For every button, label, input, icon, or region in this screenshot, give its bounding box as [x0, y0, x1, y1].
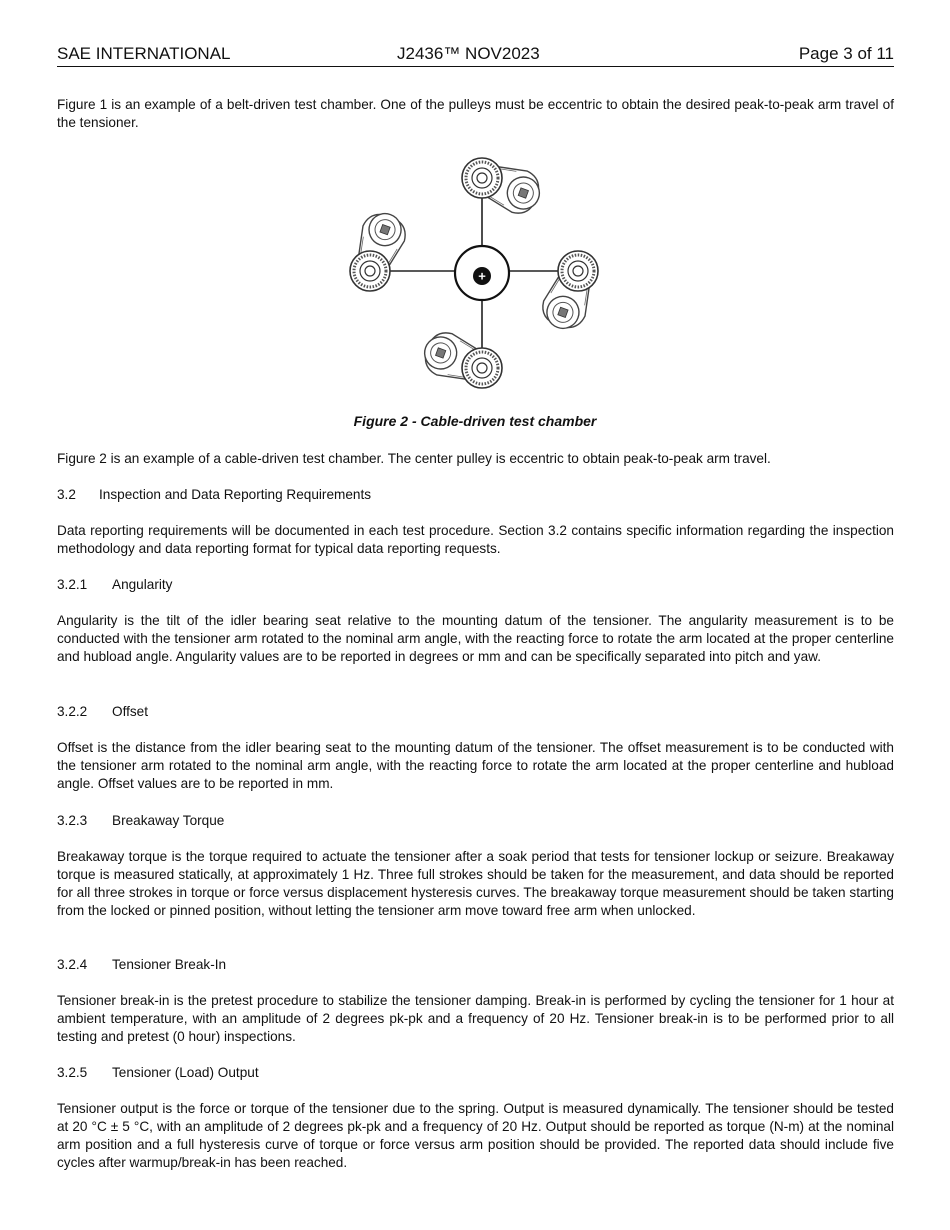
- section-number: 3.2: [57, 487, 76, 502]
- header-org: SAE INTERNATIONAL: [57, 44, 231, 63]
- section-body-3-2: Data reporting requirements will be documented in each test procedure. Section 3.2 contains specific information regarding the inspection methodology and data reporting format for typical data reporting requests.: [57, 523, 894, 556]
- section-body-3-2-1: Angularity is the tilt of the idler bearing seat relative to the mounting datum of the tensioner. The angularity measurement is to be conducted with the tensioner arm rotated to the nominal arm angle, with the reacting force to rotate the arm located at the proper centerline and hubload angle. Angularity values are to be reported in degrees or mm and can be specifically separated into pitch and yaw.: [57, 613, 894, 664]
- section-body-3-2-4: Tensioner break-in is the pretest procedure to stabilize the tensioner damping. Break-in is performed by cycling the tensioner for 1 hour at ambient temperature, with an amplitude of 2 degrees pk-pk and a frequency of 20 Hz. Tensioner break-in is to be performed prior to all testing and pretest (0 hour) inspections.: [57, 993, 894, 1044]
- top-tensioner-station: [462, 155, 546, 220]
- right-tensioner-station: [537, 251, 602, 335]
- section-body-3-2-2: Offset is the distance from the idler bearing seat to the mounting datum of the tensioner. The offset measurement is to be conducted with the tensioner arm rotated to the nominal arm angle, with the reacting force to rotate the arm located at the proper centerline and hubload angle. Offset values are to be reported in mm.: [57, 740, 894, 791]
- section-title: Offset: [112, 704, 149, 719]
- section-heading-3-2-4: [57, 956, 226, 974]
- paragraph-figure2: Figure 2 is an example of a cable-driven test chamber. The center pulley is eccentric to obtain peak-to-peak arm travel.: [57, 451, 771, 466]
- header-doc-id: J2436™ NOV2023: [397, 44, 540, 63]
- section-heading-3-2: [57, 486, 371, 504]
- section-number: 3.2.2: [57, 704, 88, 719]
- figure-cable-driven-chamber: [330, 150, 630, 400]
- left-tensioner-station: [347, 207, 412, 291]
- header-page-number: Page 3 of 11: [798, 44, 894, 63]
- section-number: 3.2.1: [57, 577, 88, 592]
- section-number: 3.2.5: [57, 1065, 88, 1080]
- section-body-3-2-5: Tensioner output is the force or torque of the tensioner due to the spring. Output is measured dynamically. The tensioner should be tested at 20 °C ± 5 °C, with an amplitude of 2 degrees pk-pk and a frequency of 20 Hz. Output should be reported as torque (N-m) at the nominal arm position and a full hysteresis curve of torque or force versus arm position should be provided. The reported data should include five cycles after warmup/break-in has been reached.: [57, 1101, 894, 1170]
- section-number: 3.2.4: [57, 957, 88, 972]
- intro-paragraph-container: [57, 96, 894, 132]
- page-header: [57, 44, 894, 67]
- cable-chamber-diagram: [330, 150, 630, 400]
- section-heading-3-2-2: [57, 703, 148, 721]
- center-plus-symbol: +: [478, 268, 486, 284]
- bottom-tensioner-station: [418, 327, 502, 392]
- section-title: Tensioner Break-In: [112, 957, 227, 972]
- figure2-caption: Figure 2 - Cable-driven test chamber: [353, 413, 597, 429]
- section-heading-3-2-5: [57, 1064, 259, 1082]
- section-title: Inspection and Data Reporting Requirements: [99, 487, 372, 502]
- section-heading-3-2-1: [57, 576, 172, 594]
- section-title: Tensioner (Load) Output: [112, 1065, 259, 1080]
- section-title: Breakaway Torque: [112, 813, 225, 828]
- section-heading-3-2-3: [57, 812, 224, 830]
- section-number: 3.2.3: [57, 813, 88, 828]
- section-title: Angularity: [112, 577, 173, 592]
- center-eccentric-pulley: [455, 246, 509, 300]
- section-body-3-2-3: Breakaway torque is the torque required to actuate the tensioner after a soak period that tests for tensioner lockup or seizure. Breakaway torque is measured statically, at approximately 1 Hz. Three full strokes should be taken for the measurement, and data should be reported for all three strokes in torque or force versus displacement hysteresis curves. The breakaway torque measurement should be taken starting from the locked or pinned position, without letting the tensioner arm move toward free arm when unlocked.: [57, 849, 894, 918]
- paragraph-figure1: Figure 1 is an example of a belt-driven test chamber. One of the pulleys must be eccentric to obtain the desired peak-to-peak arm travel of the tensioner.: [57, 97, 894, 130]
